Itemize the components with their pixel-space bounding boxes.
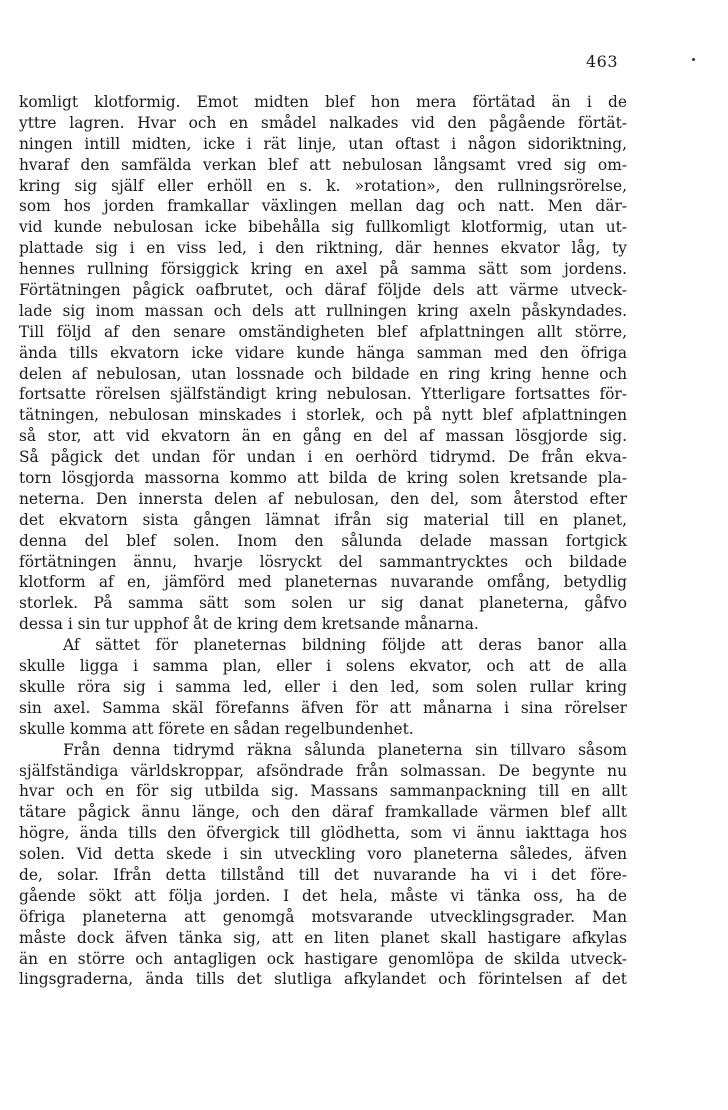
text-line: denna del blef solen. Inom den sålunda delade massan fortgick	[19, 531, 627, 550]
page-mark	[692, 58, 695, 61]
text-line: storlek. På samma sätt som solen ur sig danat planeterna, gåfvo	[19, 594, 627, 613]
text-line: än en större och antagligen ock hastigare genomlöpa de skilda utveck-	[19, 949, 627, 968]
text-line: måste dock äfven tänka sig, att en liten planet skall hastigare afkylas	[19, 928, 627, 947]
text-line: delen af nebulosan, utan lossnade och bildade en ring kring henne och	[19, 364, 627, 383]
text-line: hennes rullning försiggick kring en axel på samma sätt som jordens.	[19, 260, 627, 279]
text-line: Till följd af den senare omständigheten blef afplattningen allt större,	[19, 322, 627, 341]
text-line: plattade sig i en viss led, i den riktning, där hennes ekvator låg, ty	[19, 239, 627, 258]
text-line: förtätningen ännu, hvarje lösryckt del sammantrycktes och bildade	[19, 552, 627, 571]
text-line: hvaraf den samfälda verkan blef att nebulosan långsamt vred sig om-	[19, 155, 627, 174]
text-line: neterna. Den innersta delen af nebulosan, den del, som återstod efter	[19, 489, 627, 508]
text-line: ningen intill midten, icke i rät linje, utan oftast i någon sidoriktning,	[19, 134, 627, 153]
body-text	[19, 92, 627, 990]
text-line: öfriga planeterna att genomgå motsvarande utvecklingsgrader. Man	[19, 907, 627, 926]
text-line: gående sökt att följa jorden. I det hela, måste vi tänka oss, ha de	[19, 886, 627, 905]
text-line: lingsgraderna, ända tills det slutliga afkylandet och förintelsen af det	[19, 970, 627, 989]
text-line: det ekvatorn sista gången lämnat ifrån sig material till en planet,	[19, 510, 627, 529]
text-line: Från denna tidrymd räkna sålunda planeterna sin tillvaro såsom	[63, 740, 627, 759]
text-line: tätare pågick ännu länge, och den däraf framkallade värmen blef allt	[19, 803, 627, 822]
text-line: Af sättet för planeternas bildning följde att deras banor alla	[63, 636, 627, 655]
text-line: komligt klotformig. Emot midten blef hon mera förtätad än i de	[19, 93, 627, 111]
text-line: tätningen, nebulosan minskades i storlek, och på nytt blef afplattningen	[19, 406, 627, 425]
text-line: ända tills ekvatorn icke vidare kunde hänga samman med den öfriga	[19, 343, 627, 362]
text-line: torn lösgjorda massorna kommo att bilda de kring solen kretsande pla-	[19, 469, 627, 488]
text-line: sin axel. Samma skäl förefanns äfven för att månarna i sina rörelser	[19, 698, 627, 717]
text-line: Förtätningen pågick oafbrutet, och däraf följde dels att värme utveck-	[19, 281, 627, 300]
text-line: högre, ända tills den öfvergick till glödhetta, som vi ännu iakttaga hos	[19, 824, 627, 843]
text-line: vid kunde nebulosan icke bibehålla sig fullkomligt klotformig, utan ut-	[19, 218, 627, 237]
page-number: 463	[586, 52, 619, 71]
text-line: Så pågick det undan för undan i en oerhörd tidrymd. De från ekva-	[19, 448, 627, 467]
text-line: de, solar. Ifrån detta tillstånd till det nuvarande ha vi i det före-	[19, 865, 627, 884]
text-line: kring sig själf eller erhöll en s. k. »rotation», den rullningsrörelse,	[19, 176, 627, 195]
text-line: skulle röra sig i samma led, eller i den led, som solen rullar kring	[19, 677, 627, 696]
text-line: solen. Vid detta skede i sin utveckling voro planeterna således, äfven	[19, 845, 627, 864]
text-line: skulle komma att förete en sådan regelbundenhet.	[19, 719, 414, 738]
text-line: så stor, att vid ekvatorn än en gång en del af massan lösgjorde sig.	[19, 427, 627, 446]
text-line: skulle ligga i samma plan, eller i solens ekvator, och att de alla	[19, 657, 627, 676]
text-line: själfständiga världskroppar, afsöndrade från solmassan. De begynte nu	[19, 761, 627, 780]
text-line: dessa i sin tur upphof åt de kring dem kretsande månarna.	[19, 615, 479, 634]
text-line: fortsatte rörelsen själfständigt kring nebulosan. Ytterligare fortsattes för-	[19, 385, 627, 404]
text-line: yttre lagren. Hvar och en smådel nalkades vid den pågående förtät-	[19, 113, 627, 132]
text-line: lade sig inom massan och dels att rullningen kring axeln påskyndades.	[19, 301, 627, 320]
text-line: klotform af en, jämförd med planeternas nuvarande omfång, betydlig	[19, 573, 627, 592]
text-line: som hos jorden framkallar växlingen mellan dag och natt. Men där-	[19, 197, 627, 216]
text-line: hvar och en för sig utbilda sig. Massans sammanpackning till en allt	[19, 782, 627, 801]
